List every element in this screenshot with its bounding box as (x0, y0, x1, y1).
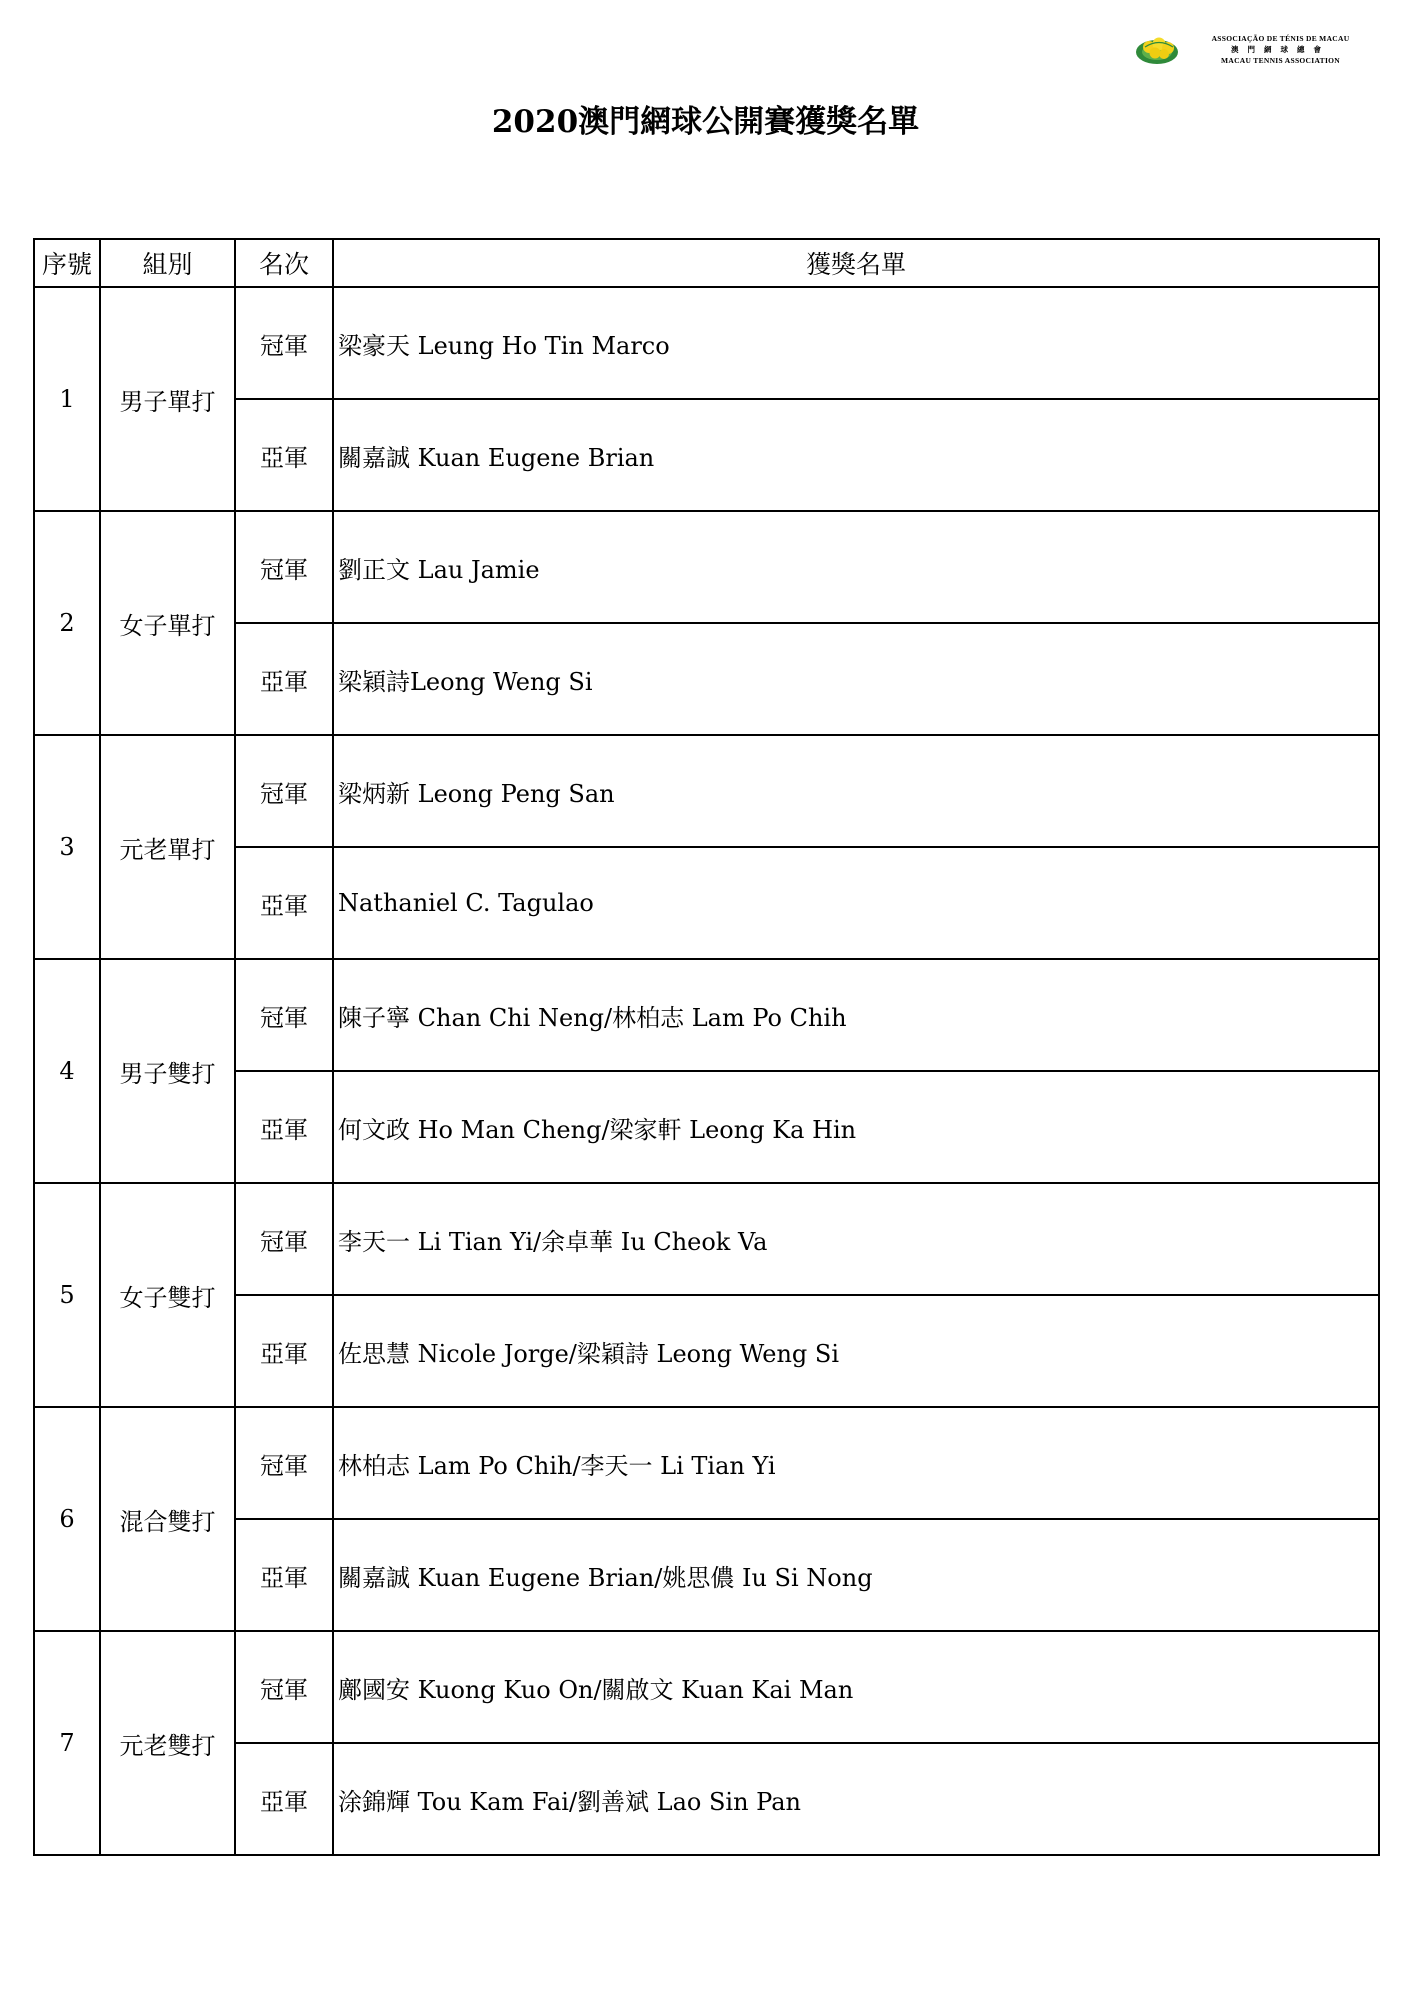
table-row (34, 959, 1379, 1071)
row-place: 亞軍 (235, 1743, 333, 1855)
table-row (34, 399, 1379, 511)
row-winners: 梁豪天 Leung Ho Tin Marco (333, 287, 1379, 399)
table-row (34, 847, 1379, 959)
row-winners: 劉正文 Lau Jamie (333, 511, 1379, 623)
row-category: 混合雙打 (100, 1407, 235, 1631)
row-number: 4 (34, 959, 100, 1183)
row-winners: 關嘉誠 Kuan Eugene Brian/姚思儂 Iu Si Nong (333, 1519, 1379, 1631)
row-winners: 梁炳新 Leong Peng San (333, 735, 1379, 847)
row-place: 冠軍 (235, 287, 333, 399)
header-category: 組別 (100, 239, 235, 287)
row-winners: 李天一 Li Tian Yi/余卓華 Iu Cheok Va (333, 1183, 1379, 1295)
row-number: 7 (34, 1631, 100, 1855)
row-place: 亞軍 (235, 1295, 333, 1407)
table-row (34, 1183, 1379, 1295)
table-row (34, 1631, 1379, 1743)
row-place: 冠軍 (235, 1407, 333, 1519)
row-number: 6 (34, 1407, 100, 1631)
row-winners: 佐思慧 Nicole Jorge/梁穎詩 Leong Weng Si (333, 1295, 1379, 1407)
logo-line-portuguese: ASSOCIAÇÃO DE TÉNIS DE MACAU (1211, 34, 1350, 43)
association-name (1193, 33, 1368, 66)
row-category: 男子單打 (100, 287, 235, 511)
row-winners: 林柏志 Lam Po Chih/李天一 Li Tian Yi (333, 1407, 1379, 1519)
row-number: 5 (34, 1183, 100, 1407)
logo-line-chinese: 澳門網球總會 (1231, 45, 1330, 54)
header-place: 名次 (235, 239, 333, 287)
table-row (34, 511, 1379, 623)
page-title: 2020澳門網球公開賽獲獎名單 (491, 104, 920, 140)
header-no: 序號 (34, 239, 100, 287)
row-winners: 梁穎詩Leong Weng Si (333, 623, 1379, 735)
row-winners: Nathaniel C. Tagulao (333, 847, 1379, 959)
row-place: 亞軍 (235, 1519, 333, 1631)
header-names: 獲獎名單 (333, 239, 1379, 287)
row-category: 女子單打 (100, 511, 235, 735)
row-place: 冠軍 (235, 1183, 333, 1295)
awards-table (33, 238, 1380, 1856)
row-place: 冠軍 (235, 511, 333, 623)
row-winners: 涂錦輝 Tou Kam Fai/劉善斌 Lao Sin Pan (333, 1743, 1379, 1855)
row-place: 亞軍 (235, 847, 333, 959)
row-category: 元老雙打 (100, 1631, 235, 1855)
row-winners: 何文政 Ho Man Cheng/梁家軒 Leong Ka Hin (333, 1071, 1379, 1183)
row-place: 冠軍 (235, 1631, 333, 1743)
row-number: 1 (34, 287, 100, 511)
row-category: 男子雙打 (100, 959, 235, 1183)
row-place: 亞軍 (235, 623, 333, 735)
table-row (34, 735, 1379, 847)
row-category: 元老單打 (100, 735, 235, 959)
association-logo (1135, 30, 1375, 72)
row-number: 2 (34, 511, 100, 735)
table-row (34, 1295, 1379, 1407)
row-place: 亞軍 (235, 399, 333, 511)
table-row (34, 1519, 1379, 1631)
row-winners: 陳子寧 Chan Chi Neng/林柏志 Lam Po Chih (333, 959, 1379, 1071)
row-winners: 鄺國安 Kuong Kuo On/關啟文 Kuan Kai Man (333, 1631, 1379, 1743)
row-winners: 關嘉誠 Kuan Eugene Brian (333, 399, 1379, 511)
row-place: 冠軍 (235, 959, 333, 1071)
table-row (34, 1071, 1379, 1183)
table-header-row (34, 239, 1379, 287)
row-place: 亞軍 (235, 1071, 333, 1183)
table-row (34, 287, 1379, 399)
table-row (34, 1407, 1379, 1519)
table-row (34, 1743, 1379, 1855)
tennis-ball-emblem-icon (1135, 32, 1185, 66)
table-row (34, 623, 1379, 735)
row-category: 女子雙打 (100, 1183, 235, 1407)
row-number: 3 (34, 735, 100, 959)
logo-line-english: MACAU TENNIS ASSOCIATION (1220, 56, 1341, 65)
row-place: 冠軍 (235, 735, 333, 847)
